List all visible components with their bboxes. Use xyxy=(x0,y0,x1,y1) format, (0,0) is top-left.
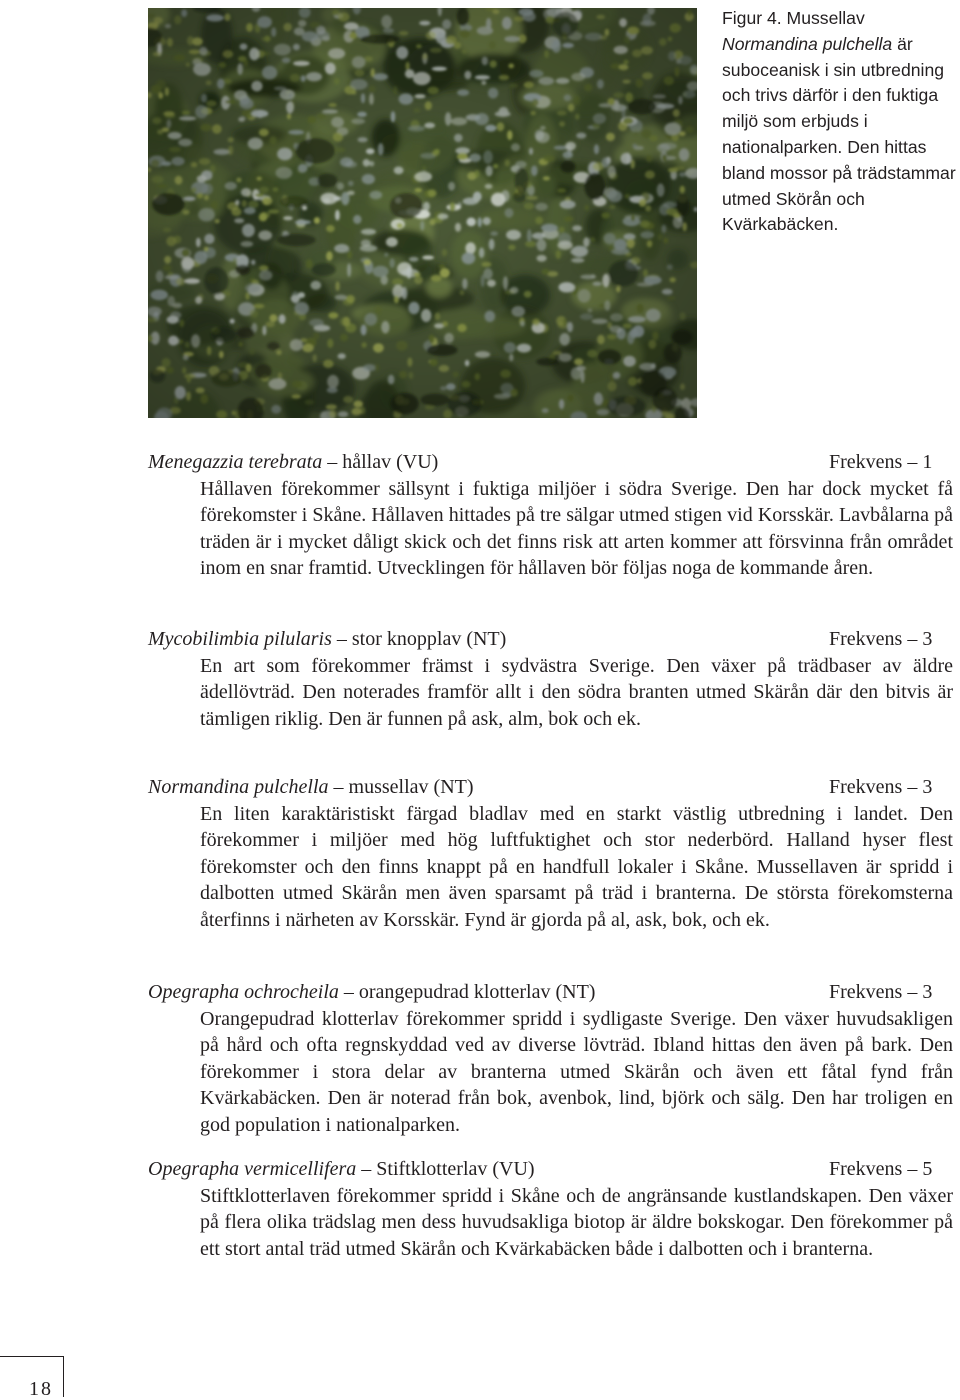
caption-prefix: Figur 4. Mussellav xyxy=(722,8,865,28)
frequency-label: Frekvens – 3 xyxy=(829,628,933,650)
common-name: – orangepudrad klotterlav (NT) xyxy=(338,981,596,1003)
common-name: – Stiftklotterlav (VU) xyxy=(356,1158,535,1180)
frequency-label: Frekvens – 5 xyxy=(829,1158,933,1180)
species-heading xyxy=(148,626,953,653)
scientific-name: Opegrapha vermicellifera xyxy=(148,1158,357,1180)
scientific-name: Mycobilimbia pilularis xyxy=(148,628,332,650)
caption-text: är suboceanisk i sin utbredning och trivs därför i den fuktiga miljö som erbjuds i nationalparken. Den hittas bland mossor på trädstammar utmed Skörån och Kvärkabäcken. xyxy=(722,33,956,235)
species-entry xyxy=(148,979,953,1138)
scientific-name: Normandina pulchella xyxy=(148,776,329,798)
species-heading xyxy=(148,1156,953,1183)
lichen-photo xyxy=(148,8,697,418)
species-description: En liten karaktäristiskt färgad bladlav med en starkt västlig utbredning i landet. Den förekommer i miljöer med hög luftfuktighet och stor nederbörd. Halland hyser flest förekomster och den finns knappt på en handfull lokaler i Skåne. Mussellaven är spridd i dalbotten utmed Skärån men även sparsamt på träd i branterna. De största förekomsterna återfinns i närheten av Korsskär. Fynd är gjorda på al, ask, bok, och ek. xyxy=(200,802,953,931)
frequency-label: Frekvens – 3 xyxy=(829,981,933,1003)
species-description: Stiftklotterlaven förekommer spridd i Skåne och de angränsande kustlandskapen. Den växer på flera olika trädslag men dess huvudsakliga biotop är äldre bokskogar. Den förekommer på ett stort antal träd utmed Skärån och Kvärkabäcken både i dalbotten och i branterna. xyxy=(200,1184,953,1260)
frequency-label: Frekvens – 1 xyxy=(829,451,933,473)
species-entry xyxy=(148,449,953,582)
scientific-name: Menegazzia terebrata xyxy=(148,451,323,473)
common-name: – stor knopplav (NT) xyxy=(331,628,507,650)
common-name: – mussellav (NT) xyxy=(328,776,474,798)
figure-caption xyxy=(722,6,958,238)
page-number: 18 xyxy=(29,1378,53,1400)
species-heading xyxy=(148,449,953,476)
page-number-box xyxy=(0,1356,64,1400)
species-entry xyxy=(148,626,953,732)
species-description: Orangepudrad klotterlav förekommer spridd i sydligaste Sverige. Den växer huvudsakligen på hård och ofta regnskyddad ved av diverse lövträd. Ibland hittas den även på bark. Den förekommer i stora delar av branterna utmed Skärån och även ett fåtal fynd från Kvärkabäcken. Den är noterad från bok, avenbok, lind, björk och sälg. Den har troligen en god population i nationalparken. xyxy=(200,1007,953,1136)
common-name: – hållav (VU) xyxy=(322,451,439,473)
species-entry xyxy=(148,774,953,933)
frequency-label: Frekvens – 3 xyxy=(829,776,933,798)
scientific-name: Opegrapha ochrocheila xyxy=(148,981,339,1003)
species-heading xyxy=(148,979,953,1006)
species-entry xyxy=(148,1156,953,1262)
species-description: Hållaven förekommer sällsynt i fuktiga miljöer i södra Sverige. Den har dock mycket få förekomster i Skåne. Hållaven hittades på tre sälgar utmed stigen vid Korsskär. Lavbålarna på träden är i mycket dåligt skick och det finns risk att arten kommer att försvinna från området inom en snar framtid. Utvecklingen för hållaven bör följas noga de kommande åren. xyxy=(200,477,953,579)
species-description: En art som förekommer främst i sydvästra Sverige. Den växer på trädbaser av äldre ädellövträd. Den noterades framför allt i den södra branten utmed Skärån där den bitvis är tämligen riklig. Den är funnen på ask, alm, bok och ek. xyxy=(200,654,953,730)
caption-species: Normandina pulchella xyxy=(722,33,893,54)
species-heading xyxy=(148,774,953,801)
